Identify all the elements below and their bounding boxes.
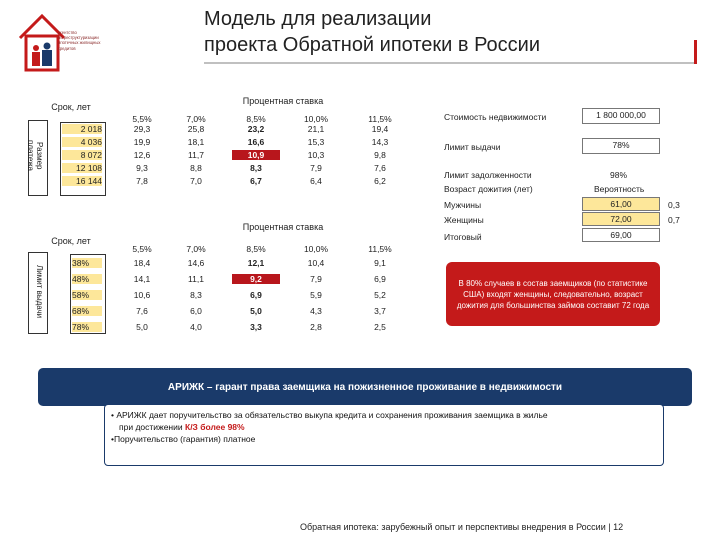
rate-header-cell: 11,5% [368,244,392,254]
value-cell: 29,3 [133,124,151,134]
value-cell: 18,4 [133,258,151,268]
rate-header-cell: 7,0% [186,114,206,124]
value-cell: 6,0 [190,306,202,316]
debt-label: Лимит задолженности [444,170,532,180]
rate-header-cell: 8,5% [246,244,266,254]
table1-side-label: Размер платежа [26,140,44,172]
age-label: Возраст дожития (лет) [444,184,533,194]
note-highlight: К/З более 98% [185,422,245,432]
table1-rate-header: Процентная ставка [242,96,324,106]
note-line-3: •Поручительство (гарантия) платное [111,434,256,444]
value-cell: 3,3 [250,322,262,332]
value-cell: 6,9 [374,274,386,284]
term-cell: 78% [72,322,102,332]
value-cell: 18,1 [187,137,205,147]
value-cell: 4,0 [190,322,202,332]
rate-header-cell: 11,5% [368,114,392,124]
note-line-1: • АРИЖК дает поручительство за обязательство выкупа кредита и сохранения проживания заемщика в жилье [111,410,548,420]
table2-rate-header: Процентная ставка [242,222,324,232]
value-cell: 5,9 [310,290,322,300]
term-cell: 4 036 [62,137,102,147]
women-label: Женщины [444,215,484,225]
value-cell: 7,0 [190,176,202,186]
value-cell: 16,6 [247,137,265,147]
guarantee-banner: АРИЖК – гарант права заемщика на пожизненное проживание в недвижимости [38,368,692,406]
note-line-2: при достижении К/З более 98% [119,422,245,432]
value-cell: 6,9 [250,290,262,300]
value-cell: 10,9 [232,150,280,160]
term-cell: 12 108 [62,163,102,173]
footer-text: Обратная ипотека: зарубежный опыт и перспективы внедрения в России | 12 [300,522,624,532]
term-cell: 16 144 [62,176,102,186]
rate-header-cell: 10,0% [303,114,329,124]
title-divider [204,62,694,64]
value-cell: 23,2 [247,124,265,134]
value-cell: 4,3 [310,306,322,316]
value-cell: 5,0 [250,306,262,316]
value-cell: 5,2 [374,290,386,300]
value-cell: 7,9 [310,274,322,284]
value-cell: 9,2 [232,274,280,284]
value-cell: 12,6 [133,150,151,160]
value-cell: 19,9 [133,137,151,147]
term-cell: 38% [72,258,102,268]
term-cell: 48% [72,274,102,284]
men-label: Мужчины [444,200,482,210]
value-cell: 8,3 [250,163,262,173]
cost-value: 1 800 000,00 [582,108,660,124]
corner-accent [694,40,697,64]
term-cell: 68% [72,306,102,316]
value-cell: 9,8 [374,150,386,160]
cost-label: Стоимость недвижимости [444,112,547,122]
value-cell: 25,8 [187,124,205,134]
value-cell: 10,3 [307,150,325,160]
value-cell: 9,3 [136,163,148,173]
value-cell: 6,4 [310,176,322,186]
men-prob: 0,3 [668,200,680,210]
stats-callout: В 80% случаев в состав заемщиков (по статистике США) входят женщины, следовательно, возраст дожития для большинства займов составит 72 года [446,262,660,326]
term-cell: 2 018 [62,124,102,134]
term-cell: 58% [72,290,102,300]
value-cell: 5,0 [136,322,148,332]
value-cell: 14,3 [371,137,389,147]
logo-text: агентство по реструктуризации ипотечных жилищных кредитов [58,30,101,51]
limit-table [28,222,428,334]
value-cell: 3,7 [374,306,386,316]
total-value: 69,00 [582,228,660,242]
rate-header-cell: 5,5% [132,114,152,124]
table2-corner: Срок, лет [51,236,91,246]
value-cell: 11,1 [188,274,204,284]
value-cell: 6,2 [374,176,386,186]
value-cell: 8,3 [190,290,202,300]
rate-header-cell: 10,0% [303,244,329,254]
guarantee-note [104,404,664,466]
limit-label: Лимит выдачи [444,142,501,152]
value-cell: 2,5 [374,322,386,332]
rate-header-cell: 7,0% [186,244,206,254]
limit-value: 78% [582,138,660,154]
value-cell: 7,8 [136,176,148,186]
value-cell: 9,1 [374,258,386,268]
value-cell: 15,3 [307,137,325,147]
prob-label: Вероятность [594,184,645,194]
value-cell: 7,6 [374,163,386,173]
value-cell: 2,8 [310,322,322,332]
rate-header-cell: 8,5% [246,114,266,124]
table1-corner: Срок, лет [51,102,91,112]
value-cell: 10,6 [133,290,151,300]
value-cell: 7,6 [136,306,148,316]
women-prob: 0,7 [668,215,680,225]
men-value: 61,00 [582,197,660,211]
rate-header-cell: 5,5% [132,244,152,254]
value-cell: 21,1 [307,124,325,134]
women-value: 72,00 [582,212,660,226]
table2-side-label: Лимит выдачи [35,265,44,319]
total-label: Итоговый [444,232,482,242]
value-cell: 19,4 [371,124,389,134]
value-cell: 7,9 [310,163,322,173]
value-cell: 11,7 [188,150,204,160]
value-cell: 10,4 [307,258,325,268]
value-cell: 12,1 [247,258,265,268]
value-cell: 6,7 [250,176,262,186]
value-cell: 8,8 [190,163,202,173]
page-title: Модель для реализации проекта Обратной ипотеки в России [204,8,540,56]
term-cell: 8 072 [62,150,102,160]
value-cell: 14,6 [187,258,205,268]
payment-table [28,96,428,200]
value-cell: 14,1 [133,274,151,284]
debt-value: 98% [610,170,628,180]
